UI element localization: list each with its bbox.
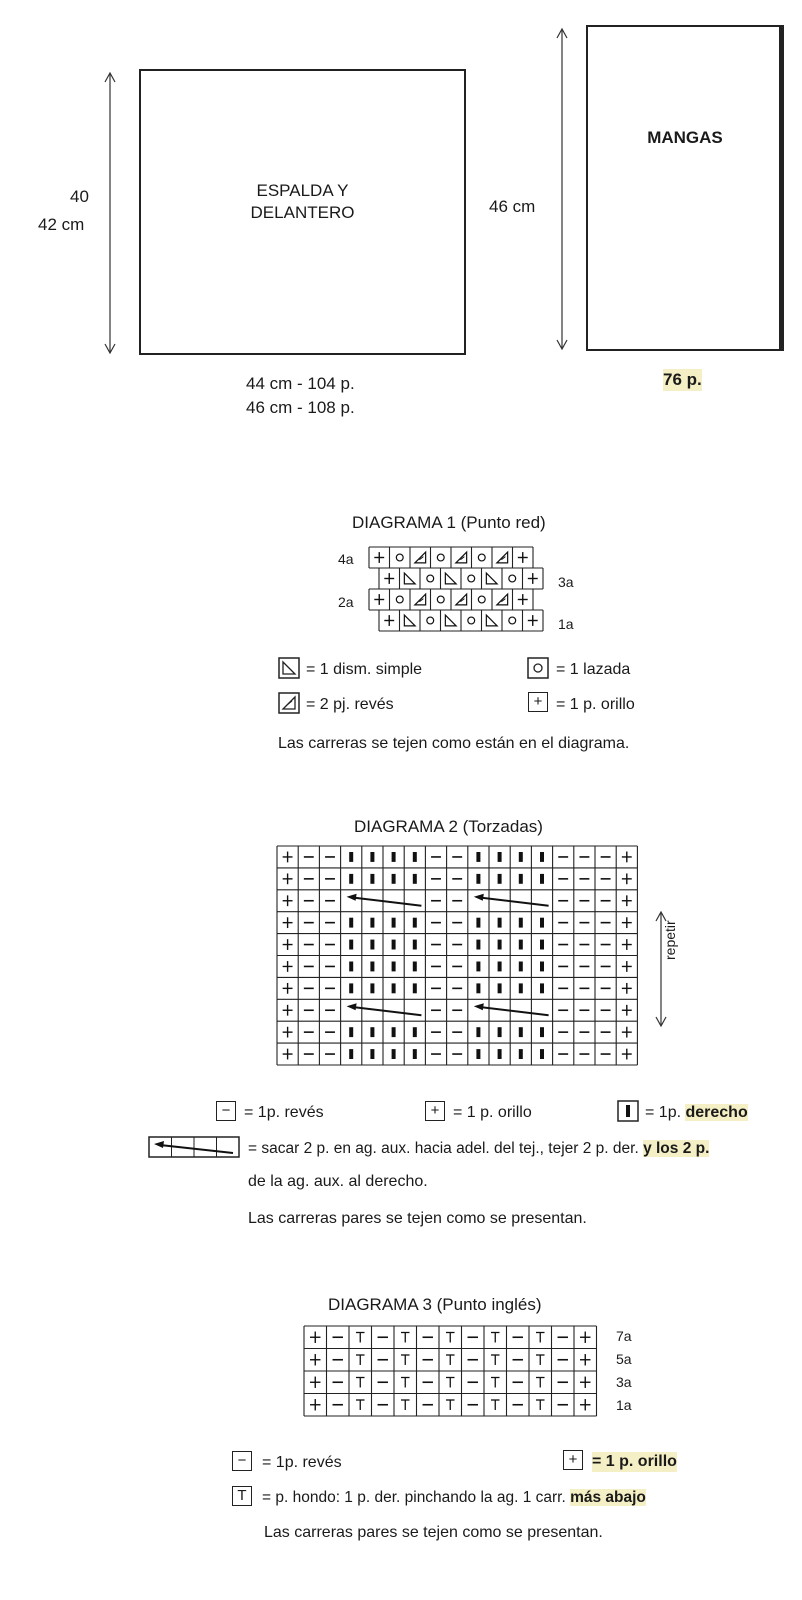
knit-symbol (540, 852, 544, 862)
reves-icon: − (216, 1101, 236, 1121)
sleeve-height-arrow (552, 26, 572, 352)
knit-symbol (349, 874, 353, 884)
knit-symbol (519, 874, 523, 884)
cable-icon (148, 1136, 240, 1158)
purl-together-symbol (497, 594, 508, 605)
diagram1-row-label-1a: 1a (558, 616, 574, 632)
hondo-icon: T (232, 1486, 252, 1506)
decrease-symbol (404, 615, 415, 626)
knit-symbol (540, 918, 544, 928)
legend-hondo-bold: más abajo (570, 1489, 646, 1506)
knit-symbol (519, 983, 523, 993)
knit-symbol (498, 983, 502, 993)
yarn-over-symbol (478, 554, 485, 561)
legend-derecho-prefix: = 1p. (645, 1104, 686, 1121)
knit-symbol (519, 962, 523, 972)
body-panel-label (139, 180, 466, 224)
knit-symbol (349, 940, 353, 950)
legend-cable-line2: de la ag. aux. al derecho. (248, 1173, 428, 1190)
repeat-label: repetir (662, 920, 678, 960)
orillo-icon-3: + (563, 1450, 583, 1470)
yarn-over-symbol (396, 596, 403, 603)
knit-symbol (476, 874, 480, 884)
knit-symbol (370, 962, 374, 972)
knit-symbol (476, 852, 480, 862)
knit-symbol (413, 962, 417, 972)
diagram3-title: DIAGRAMA 3 (Punto inglés) (328, 1295, 542, 1314)
knit-symbol (349, 852, 353, 862)
legend-hondo-text: = p. hondo: 1 p. der. pinchando la ag. 1 carr. (262, 1489, 571, 1506)
diagram2-note: Las carreras pares se tejen como se presentan. (248, 1210, 587, 1227)
knit-symbol (476, 918, 480, 928)
knit-symbol (392, 940, 396, 950)
body-panel-label-line1: ESPALDA Y (256, 181, 349, 200)
decrease-symbol (486, 615, 497, 626)
knit-symbol (519, 918, 523, 928)
cable-arrowhead (347, 1003, 357, 1010)
legend-dism-simple: = 1 dism. simple (306, 661, 423, 678)
body-height-arrow (100, 70, 120, 356)
knit-symbol (540, 940, 544, 950)
cable-arrowhead (474, 1003, 484, 1010)
knit-symbol (540, 874, 544, 884)
knit-symbol (370, 852, 374, 862)
knit-symbol (476, 983, 480, 993)
knit-symbol (476, 962, 480, 972)
knit-symbol (540, 962, 544, 972)
knit-symbol (498, 874, 502, 884)
decrease-symbol (445, 573, 456, 584)
diagram2-grid (276, 845, 639, 1068)
knit-symbol (498, 962, 502, 972)
legend-dos-pj-reves: = 2 pj. revés (306, 696, 394, 713)
cable-arrow (355, 1007, 422, 1015)
reves-icon-3: − (232, 1451, 252, 1471)
yarn-over-symbol (509, 575, 516, 582)
yarn-over-symbol (437, 554, 444, 561)
knit-symbol (540, 1027, 544, 1037)
knit-symbol (519, 940, 523, 950)
body-width-2: 46 cm - 108 p. (246, 398, 355, 417)
knit-symbol (498, 852, 502, 862)
purl-together-symbol (415, 552, 426, 563)
yarn-over-symbol (437, 596, 444, 603)
body-width-1: 44 cm - 104 p. (246, 374, 355, 393)
knit-symbol (349, 1049, 353, 1059)
orillo-icon: + (528, 692, 548, 712)
cable-arrow (482, 1007, 549, 1015)
legend-derecho (645, 1103, 748, 1123)
legend-derecho-bold: derecho (685, 1104, 748, 1121)
purl-together-symbol (497, 552, 508, 563)
diagram3-grid (303, 1325, 603, 1417)
cable-arrow (482, 898, 549, 906)
body-height-1: 40 (70, 187, 89, 206)
diagram1-row-label-3a: 3a (558, 574, 574, 590)
legend-hondo (262, 1488, 646, 1508)
legend-orillo: = 1 p. orillo (556, 696, 635, 713)
derecho-icon (617, 1100, 639, 1122)
orillo-icon-2: + (425, 1101, 445, 1121)
knit-symbol (413, 852, 417, 862)
diagram1-note: Las carreras se tejen como están en el diagrama. (278, 735, 630, 752)
diagram1-row-label-4a: 4a (338, 551, 354, 567)
knit-symbol (413, 918, 417, 928)
knit-symbol (392, 1027, 396, 1037)
legend-cable-text: = sacar 2 p. en ag. aux. hacia adel. del tej., tejer 2 p. der. (248, 1140, 644, 1157)
sleeve-height: 46 cm (489, 197, 536, 216)
yarn-over-symbol (427, 617, 434, 624)
knit-symbol (498, 918, 502, 928)
lazada-icon (527, 657, 549, 679)
knit-symbol (413, 940, 417, 950)
purl-together-symbol (415, 594, 426, 605)
yarn-over-symbol (468, 617, 475, 624)
knit-symbol (413, 1049, 417, 1059)
yarn-over-symbol (396, 554, 403, 561)
knit-symbol (392, 983, 396, 993)
decrease-symbol (486, 573, 497, 584)
sleeve-panel (586, 25, 784, 351)
diagram3-row-label-1a: 1a (616, 1397, 632, 1413)
knit-symbol (392, 962, 396, 972)
purl-together-symbol (456, 594, 467, 605)
legend-reves-3: = 1p. revés (262, 1454, 342, 1471)
sleeve-panel-label: MANGAS (647, 128, 723, 147)
yarn-over-symbol (468, 575, 475, 582)
knit-symbol (519, 1049, 523, 1059)
diagram3-row-label-3a: 3a (616, 1374, 632, 1390)
knit-symbol (349, 918, 353, 928)
knit-symbol (349, 1027, 353, 1037)
purl-together-symbol (456, 552, 467, 563)
knit-symbol (392, 1049, 396, 1059)
knit-symbol (370, 1049, 374, 1059)
yarn-over-symbol (478, 596, 485, 603)
diagram1-grid (367, 545, 547, 635)
knit-symbol (370, 918, 374, 928)
legend-cable-line1 (248, 1139, 709, 1159)
legend-cable-bold: y los 2 p. (643, 1140, 710, 1157)
legend-orillo-2: = 1 p. orillo (453, 1104, 532, 1121)
knit-symbol (392, 852, 396, 862)
knit-symbol (540, 983, 544, 993)
knit-symbol (476, 1027, 480, 1037)
cable-arrow (355, 898, 422, 906)
diagram3-row-label-7a: 7a (616, 1328, 632, 1344)
knit-symbol (413, 874, 417, 884)
knit-symbol (498, 1027, 502, 1037)
knit-symbol (370, 1027, 374, 1037)
knit-symbol (413, 1027, 417, 1037)
dism-simple-icon (278, 657, 300, 679)
knit-symbol (392, 874, 396, 884)
knit-symbol (370, 983, 374, 993)
knit-symbol (413, 983, 417, 993)
knit-symbol (370, 874, 374, 884)
yarn-over-symbol (427, 575, 434, 582)
knit-symbol (498, 940, 502, 950)
sleeve-width: 76 p. (663, 370, 702, 389)
cable-arrowhead (474, 894, 484, 901)
legend-orillo-3: = 1 p. orillo (592, 1453, 677, 1470)
cable-arrowhead (347, 894, 357, 901)
diagram3-note: Las carreras pares se tejen como se presentan. (264, 1524, 603, 1541)
knit-symbol (519, 852, 523, 862)
knit-symbol (498, 1049, 502, 1059)
knit-symbol (349, 962, 353, 972)
legend-lazada: = 1 lazada (556, 661, 631, 678)
knit-symbol (540, 1049, 544, 1059)
dos-pj-reves-icon (278, 692, 300, 714)
body-height-2: 42 cm (38, 215, 85, 234)
decrease-symbol (445, 615, 456, 626)
knit-symbol (519, 1027, 523, 1037)
knit-symbol (370, 940, 374, 950)
knit-symbol (476, 1049, 480, 1059)
legend-reves: = 1p. revés (244, 1104, 324, 1121)
decrease-symbol (404, 573, 415, 584)
body-panel-label-line2: DELANTERO (250, 203, 355, 222)
diagram2-title: DIAGRAMA 2 (Torzadas) (354, 817, 543, 836)
knit-symbol (392, 918, 396, 928)
yarn-over-symbol (509, 617, 516, 624)
knit-symbol (476, 940, 480, 950)
diagram1-title: DIAGRAMA 1 (Punto red) (352, 513, 546, 532)
knit-symbol (349, 983, 353, 993)
diagram1-row-label-2a: 2a (338, 594, 354, 610)
diagram3-row-label-5a: 5a (616, 1351, 632, 1367)
